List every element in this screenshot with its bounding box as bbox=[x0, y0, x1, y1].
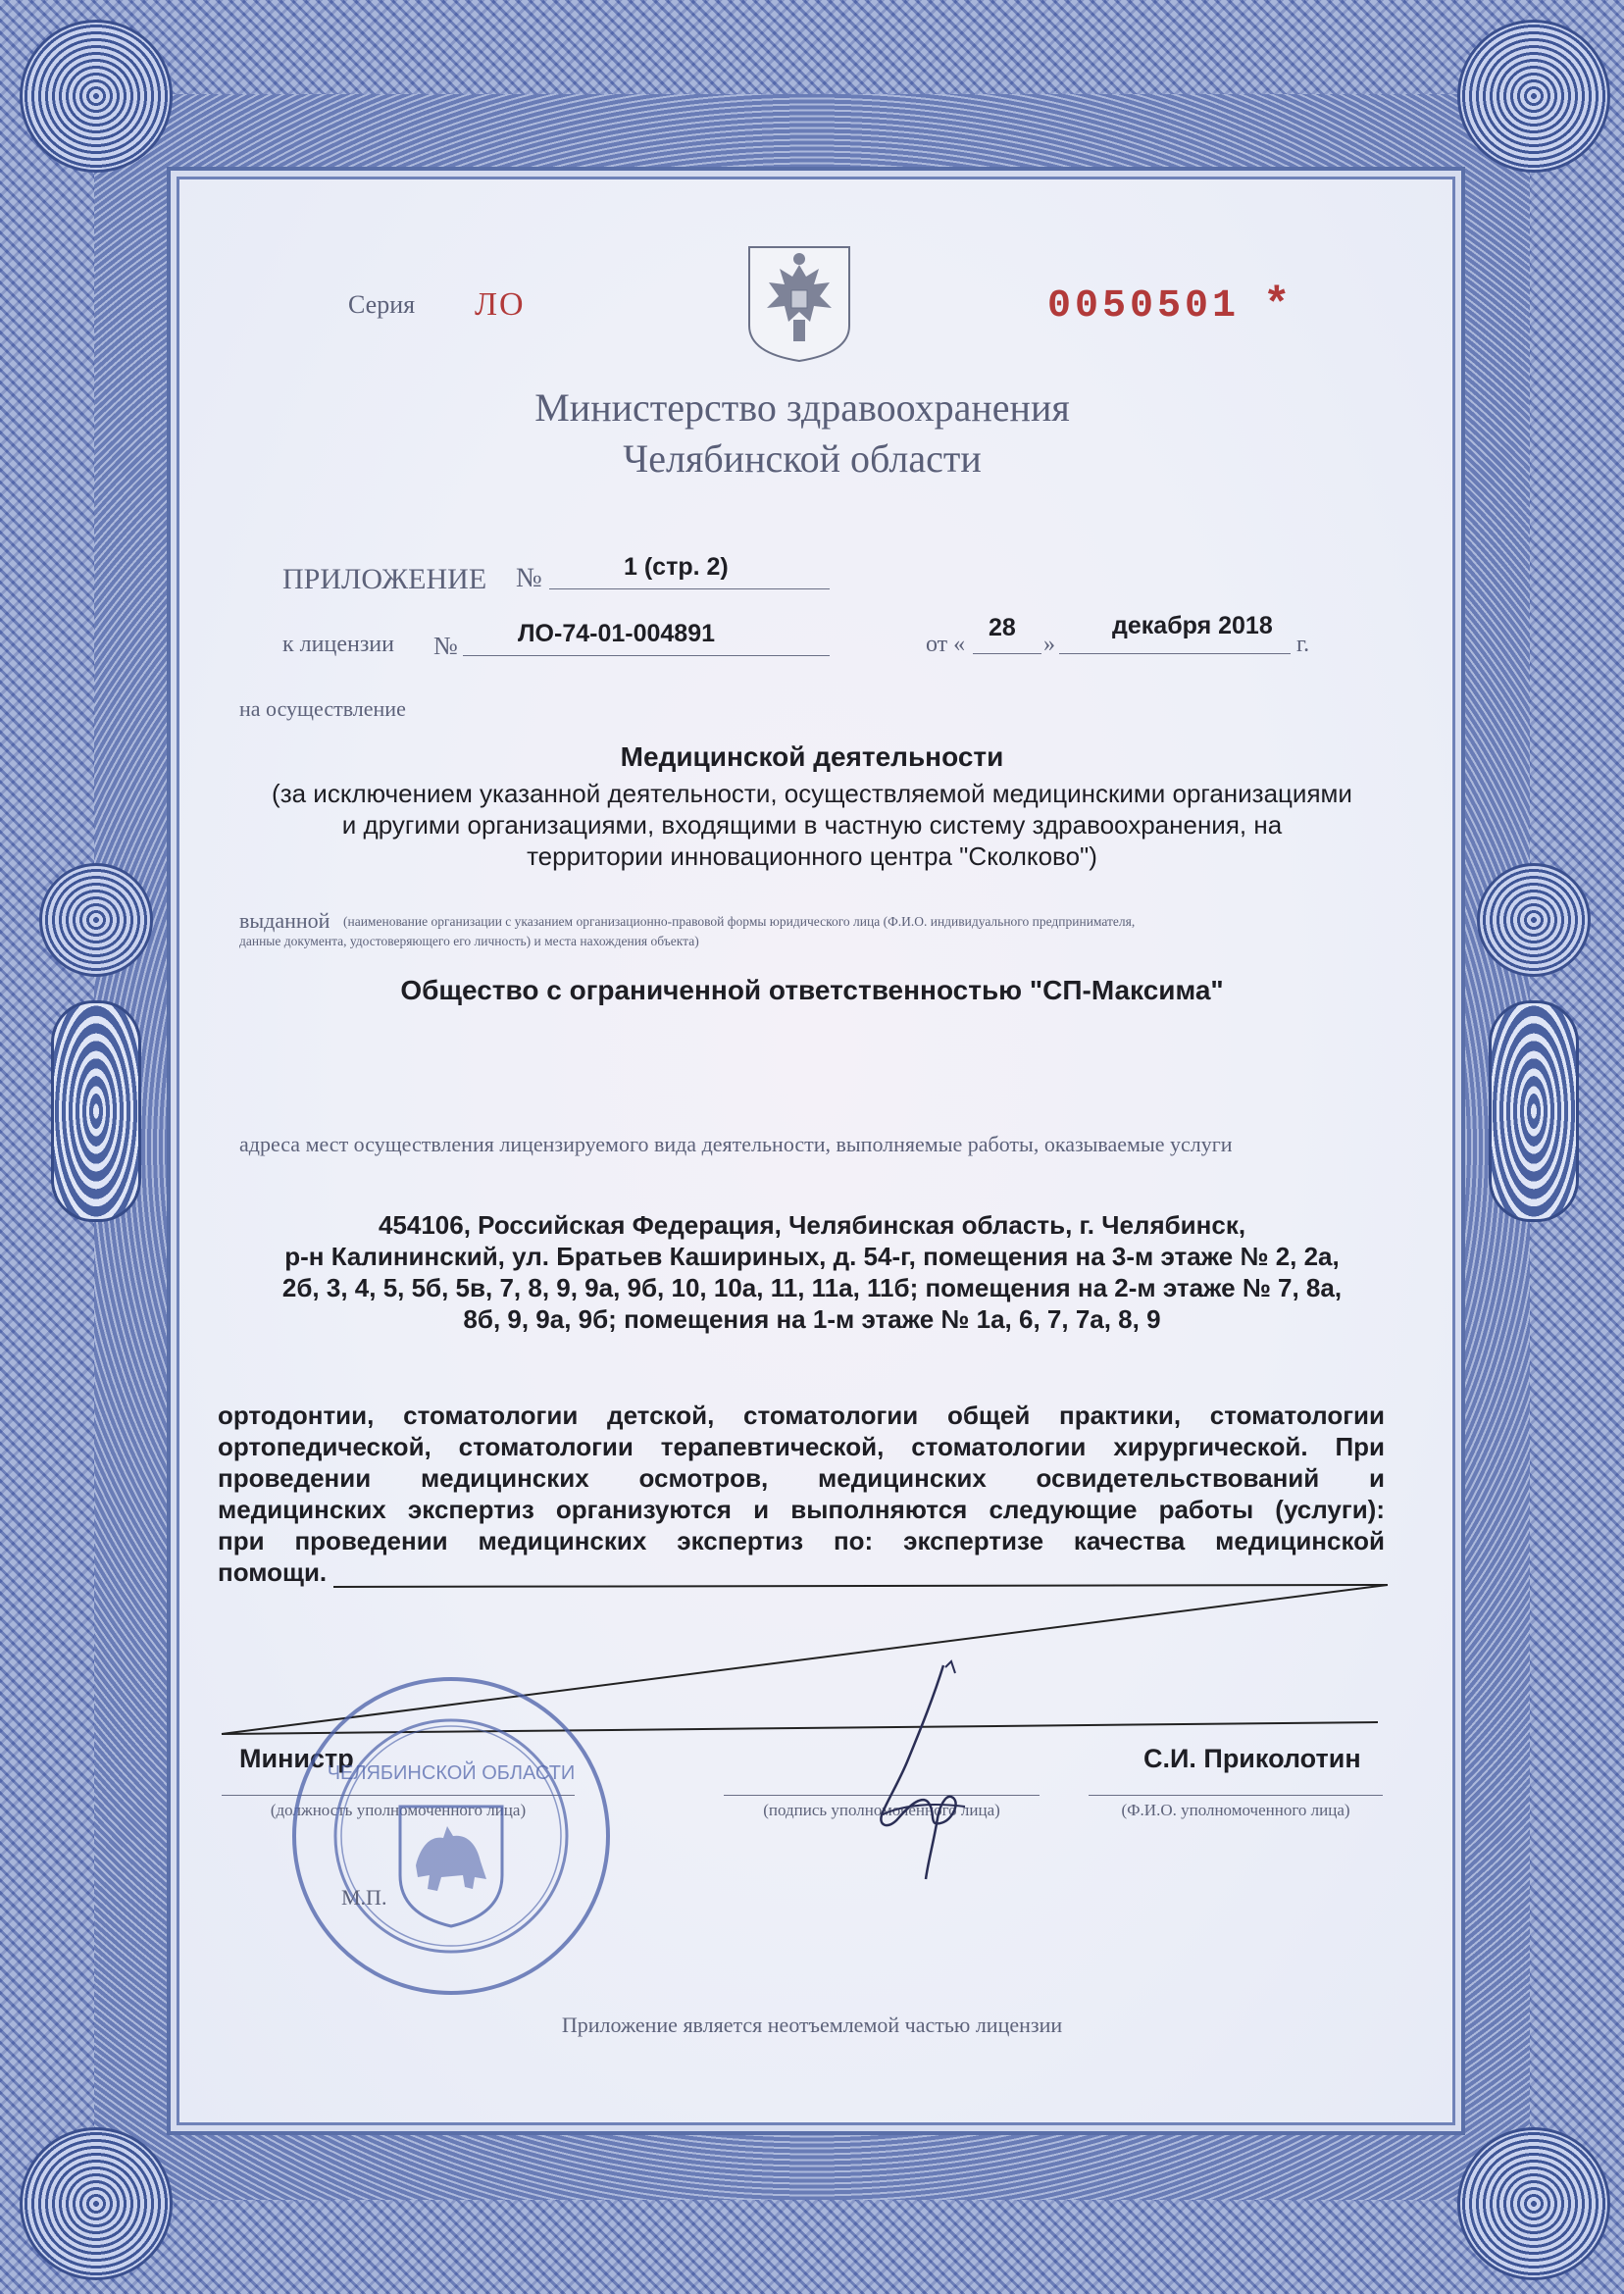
side-rosette-right bbox=[1477, 863, 1591, 977]
activity-line2: и другими организациями, входящими в частную систему здравоохранения, на bbox=[341, 810, 1283, 840]
hint-position: (должность уполномоченного лица) bbox=[270, 1801, 527, 1819]
serial-star: * bbox=[1263, 280, 1291, 331]
ministry-title-line1: Министерство здравоохранения bbox=[534, 385, 1070, 430]
serial-number: 0050501 bbox=[1047, 284, 1241, 329]
license-no-sign: № bbox=[433, 632, 458, 660]
corner-rosette-bottom-right bbox=[1457, 2127, 1610, 2280]
activity-title: Медицинской деятельности bbox=[620, 741, 1004, 772]
license-year-suffix: г. bbox=[1296, 632, 1310, 657]
coat-of-arms-icon bbox=[745, 243, 853, 363]
address-line4: 8б, 9, 9а, 9б; помещения на 1-м этаже № 1а, 6, 7, 7а, 8, 9 bbox=[463, 1304, 1161, 1334]
corner-rosette-top-left bbox=[20, 20, 173, 173]
services-line3: проведении медицинских осмотров, медицинских освидетельствований и bbox=[218, 1463, 1385, 1493]
official-seal-stamp bbox=[284, 1669, 618, 2003]
license-day-underline bbox=[973, 653, 1041, 654]
activity-line3: территории инновационного центра "Сколково") bbox=[527, 841, 1097, 871]
svg-text:ЧЕЛЯБИНСКОЙ ОБЛАСТИ: ЧЕЛЯБИНСКОЙ ОБЛАСТИ bbox=[327, 1762, 576, 1784]
issued-label: выданной bbox=[239, 908, 330, 933]
hint-name: (Ф.И.О. уполномоченного лица) bbox=[1121, 1801, 1350, 1819]
corner-rosette-top-right bbox=[1457, 20, 1610, 173]
issued-hint-line1: (наименование организации с указанием организационно-правовой формы юридического лица (Ф.И.О. индивидуального предпринимателя, bbox=[343, 914, 1136, 929]
license-label: к лицензии bbox=[282, 632, 394, 657]
services-line4: медицинских экспертиз организуются и выполняются следующие работы (услуги): bbox=[218, 1495, 1385, 1524]
activity-label: на осуществление bbox=[239, 696, 406, 721]
address-line2: р-н Калининский, ул. Братьев Кашириных, д. 54-г, помещения на 3-м этаже № 2, 2а, bbox=[284, 1242, 1340, 1271]
activity-line1: (за исключением указанной деятельности, осуществляемой медицинскими организациями bbox=[272, 779, 1352, 808]
license-day: 28 bbox=[989, 614, 1016, 641]
services-line5: при проведении медицинских экспертиз по: экспертизе качества медицинской bbox=[218, 1526, 1385, 1555]
series-value: ЛО bbox=[475, 286, 526, 323]
side-oval-right bbox=[1489, 1000, 1579, 1222]
license-date-prefix: от « bbox=[926, 632, 966, 657]
footer-note: Приложение является неотъемлемой частью лицензии bbox=[561, 2013, 1063, 2037]
stamp-place-label: М.П. bbox=[341, 1885, 387, 1910]
license-number: ЛО-74-01-004891 bbox=[518, 620, 716, 647]
addresses-label: адреса мест осуществления лицензируемого вида деятельности, выполняемые работы, оказываемые услуги bbox=[239, 1132, 1233, 1156]
signatory-name: С.И. Приколотин bbox=[1143, 1744, 1361, 1773]
appendix-no-sign: № bbox=[516, 563, 542, 593]
side-rosette-left bbox=[39, 863, 153, 977]
handwritten-signature bbox=[849, 1657, 987, 1883]
services-line6: помощи. bbox=[218, 1557, 328, 1587]
license-date-mid: » bbox=[1043, 632, 1055, 657]
services-line1: ортодонтии, стоматологии детской, стоматологии общей практики, стоматологии bbox=[218, 1401, 1385, 1430]
address-line3: 2б, 3, 4, 5, 5б, 5в, 7, 8, 9, 9а, 9б, 10, 10а, 11, 11а, 11б; помещения на 2-м этаже № 7, 8а, bbox=[281, 1273, 1343, 1302]
license-underline bbox=[463, 655, 830, 656]
ministry-title-line2: Челябинской области bbox=[623, 436, 982, 481]
license-month-underline bbox=[1059, 653, 1291, 654]
issued-hint-line2: данные документа, удостоверяющего его личность) и места нахождения объекта) bbox=[239, 934, 699, 948]
services-line2: ортопедической, стоматологии терапевтической, стоматологии хирургической. При bbox=[218, 1432, 1385, 1461]
license-month-year: декабря 2018 bbox=[1112, 612, 1273, 639]
appendix-value: 1 (стр. 2) bbox=[624, 553, 729, 581]
signatory-position: Министр bbox=[239, 1744, 354, 1773]
name-underline bbox=[1089, 1795, 1383, 1796]
appendix-underline bbox=[549, 588, 830, 589]
series-label: Серия bbox=[348, 290, 416, 319]
address-line1: 454106, Российская Федерация, Челябинская область, г. Челябинск, bbox=[378, 1210, 1246, 1240]
corner-rosette-bottom-left bbox=[20, 2127, 173, 2280]
side-oval-left bbox=[51, 1000, 141, 1222]
organization-name: Общество с ограниченной ответственностью "СП-Максима" bbox=[400, 975, 1224, 1005]
appendix-label: ПРИЛОЖЕНИЕ bbox=[282, 563, 487, 595]
hint-signature: (подпись уполномоченного лица) bbox=[763, 1801, 1000, 1819]
